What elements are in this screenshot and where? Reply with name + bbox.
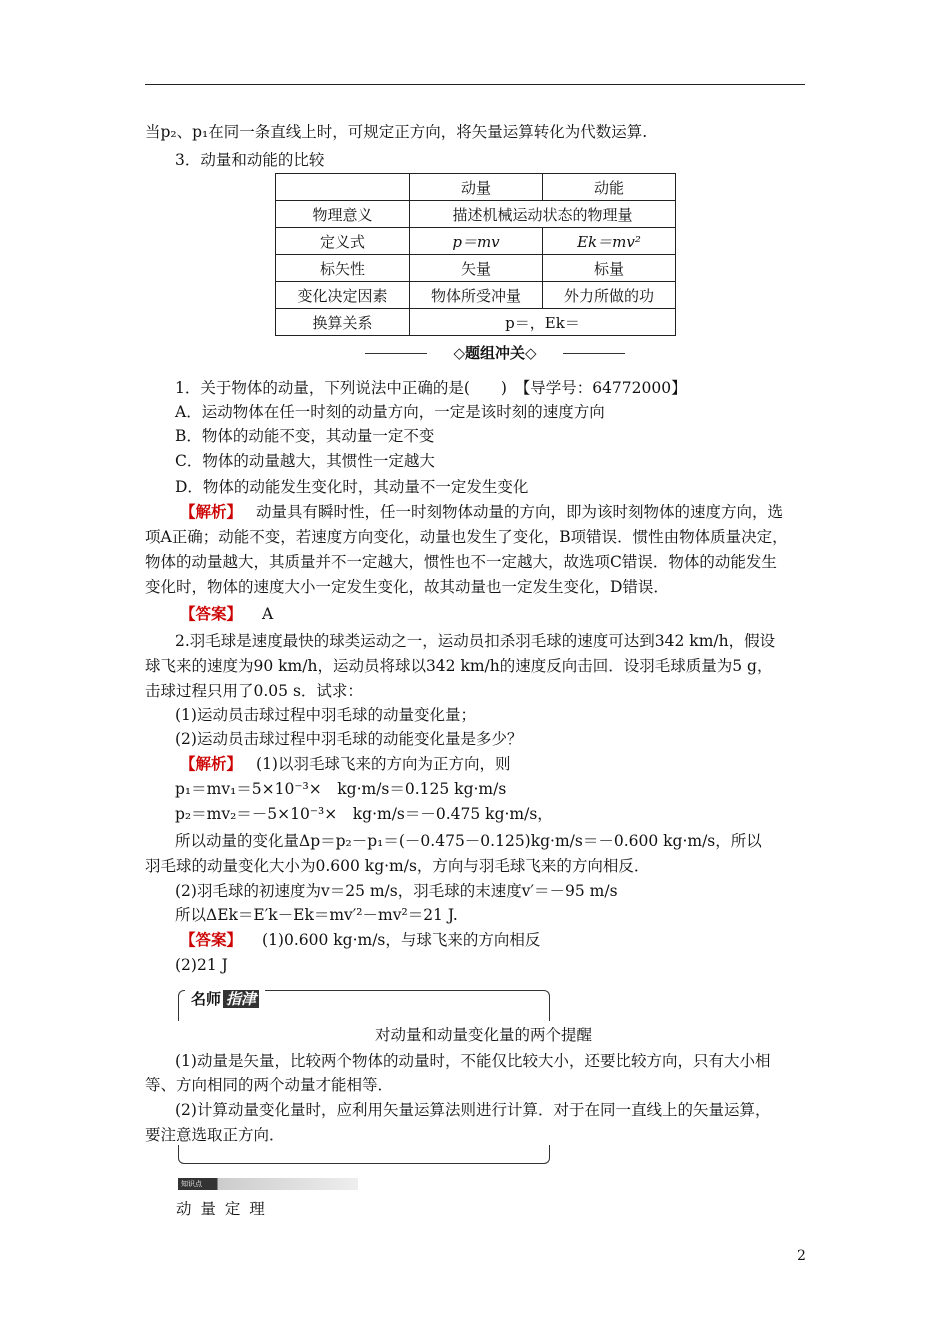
section-heading: 动 量 定 理 [176, 1200, 267, 1218]
analysis-text: (1)以羽毛球飞来的方向为正方向，则 [256, 755, 511, 773]
q1-analysis-line: 物体的动量越大，其质量并不一定越大，惯性也不一定越大，故选项C错误．物体的动能发生 [145, 553, 777, 571]
table-cell: 描述机械运动状态的物理量 [410, 201, 676, 228]
analysis-tag: 【解析】 [180, 502, 243, 521]
tip-line: 要注意选取正方向． [145, 1126, 285, 1144]
q2-analysis-line: 所以ΔEk＝E′k－Ek＝mv′²－mv²＝21 J. [175, 906, 458, 924]
q2-sub-question: (1)运动员击球过程中羽毛球的动量变化量； [175, 706, 476, 724]
table-cell: 标量 [543, 255, 676, 282]
q2-analysis-line: (2)羽毛球的初速度为v＝25 m/s，羽毛球的末速度v′＝－95 m/s [175, 882, 618, 900]
q2-stem-line: 击球过程只用了0.05 s．试求： [145, 682, 363, 700]
q1-option-a: A．运动物体在任一时刻的动量方向，一定是该时刻的速度方向 [175, 403, 605, 421]
q2-analysis-line: 所以动量的变化量Δp＝p₂－p₁＝(－0.475－0.125)kg·m/s＝－0.600 kg·m/s，所以 [175, 832, 762, 850]
tip-line: 等、方向相同的两个动量才能相等． [145, 1076, 394, 1094]
answer-text: (1)0.600 kg·m/s，与球飞来的方向相反 [262, 931, 541, 949]
q1-analysis-line [180, 501, 783, 523]
q2-stem-line: 球飞来的速度为90 km/h，运动员将球以342 km/h的速度反向击回．设羽毛球质量为5 g， [145, 657, 773, 675]
header-rule [145, 84, 805, 85]
q2-answer [180, 929, 540, 951]
answer-tag: 【答案】 [180, 604, 243, 623]
table-cell: 外力所做的功 [543, 282, 676, 309]
intro-text: 当p₂、p₁在同一条直线上时，可规定正方向，将矢量运算转化为代数运算. [145, 123, 648, 141]
q2-stem-line: 2.羽毛球是速度最快的球类运动之一，运动员扣杀羽毛球的速度可达到342 km/h，假设 [175, 632, 776, 650]
q2-analysis-line: p₂＝mv₂＝－5×10⁻³× kg·m/s＝－0.475 kg·m/s， [175, 805, 553, 823]
table-cell: 标矢性 [276, 255, 410, 282]
q2-analysis-line: p₁＝mv₁＝5×10⁻³× kg·m/s＝0.125 kg·m/s [175, 780, 507, 798]
analysis-text: 动量具有瞬时性，任一时刻物体动量的方向，即为该时刻物体的速度方向，选 [256, 503, 784, 521]
table-cell: p＝mv [410, 228, 543, 255]
table-cell: 矢量 [410, 255, 543, 282]
tip-box-bottom [178, 1145, 550, 1164]
table-cell: 物理意义 [276, 201, 410, 228]
tip-label-a: 名师 [191, 990, 222, 1008]
q1-option-d: D．物体的动能发生变化时，其动量不一定发生变化 [175, 478, 529, 496]
answer-text: A [262, 605, 274, 623]
tip-label [185, 986, 265, 1011]
table-cell: Ek＝mv² [543, 228, 676, 255]
table-cell: 物体所受冲量 [410, 282, 543, 309]
table-cell: p＝，Ek＝ [410, 309, 676, 336]
comparison-table [275, 173, 676, 336]
table-header-blank [276, 174, 410, 201]
q2-sub-question: (2)运动员击球过程中羽毛球的动能变化量是多少？ [175, 730, 523, 748]
analysis-tag: 【解析】 [180, 754, 243, 773]
q2-answer-line: (2)21 J [175, 956, 228, 974]
table-header-momentum: 动量 [410, 174, 543, 201]
q1-option-b: B．物体的动能不变，其动量一定不变 [175, 427, 435, 445]
q2-analysis-line: 羽毛球的动量变化大小为0.600 kg·m/s，方向与羽毛球飞来的方向相反． [145, 857, 650, 875]
tip-line: (2)计算动量变化量时，应利用矢量运算法则进行计算．对于在同一直线上的矢量运算， [175, 1101, 771, 1119]
q2-analysis-line [180, 753, 510, 775]
page-number: 2 [797, 1248, 806, 1264]
table-cell: 定义式 [276, 228, 410, 255]
q1-answer [180, 603, 273, 625]
group-title: ◇题组冲关◇ [365, 342, 625, 363]
table-cell: 换算关系 [276, 309, 410, 336]
table-cell: 变化决定因素 [276, 282, 410, 309]
tip-title: 对动量和动量变化量的两个提醒 [375, 1026, 593, 1044]
q1-analysis-line: 项A正确；动能不变，若速度方向变化，动量也发生了变化，B项错误．惯性由物体质量决定， [145, 528, 788, 546]
q1-analysis-line: 变化时，物体的速度大小一定发生变化，故其动量也一定发生变化，D错误． [145, 578, 669, 596]
q1-stem: 1．关于物体的动量，下列说法中正确的是( ) 【导学号：64772000】 [175, 379, 687, 397]
tip-label-b: 指津 [223, 990, 259, 1008]
section3-title: 3．动量和动能的比较 [175, 151, 325, 169]
table-header-kinetic: 动能 [543, 174, 676, 201]
answer-tag: 【答案】 [180, 930, 243, 949]
knowledge-point-label: 知识点 [181, 1180, 202, 1188]
tip-line: (1)动量是矢量，比较两个物体的动量时，不能仅比较大小，还要比较方向，只有大小相 [175, 1052, 771, 1070]
knowledge-point-bar [178, 1178, 358, 1190]
q1-option-c: C．物体的动量越大，其惯性一定越大 [175, 452, 435, 470]
